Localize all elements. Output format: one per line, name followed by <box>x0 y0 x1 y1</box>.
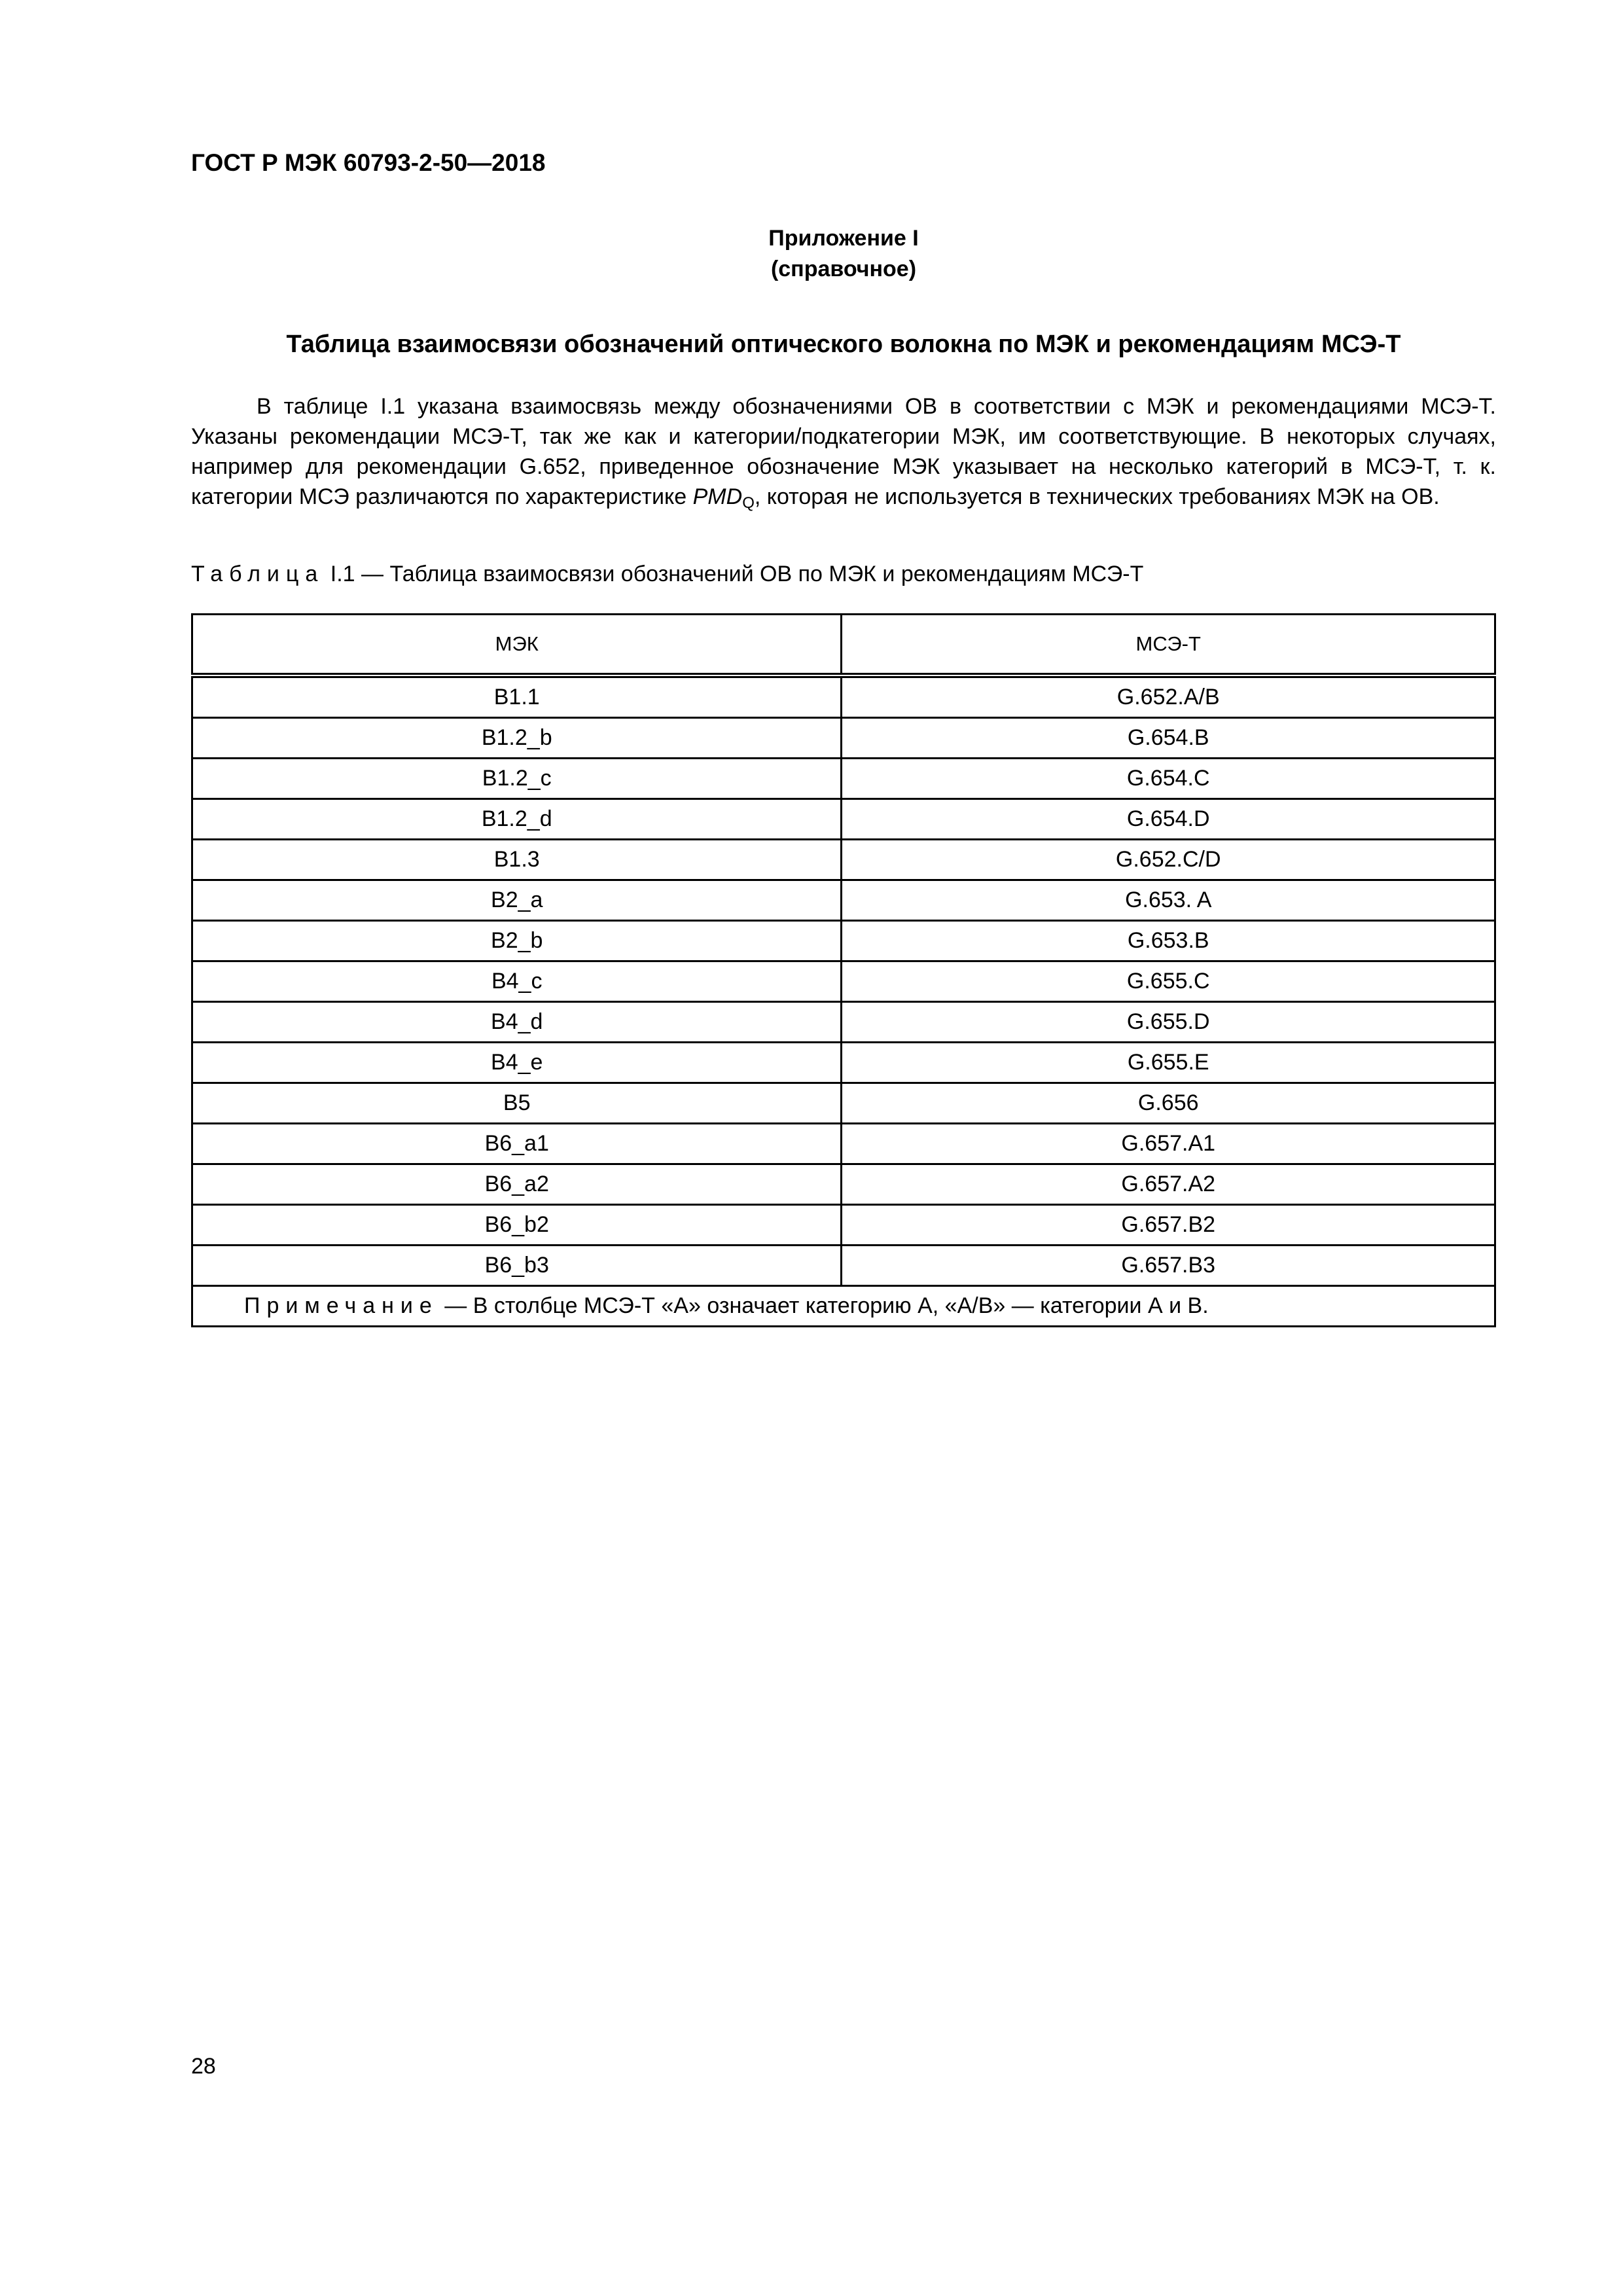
iec-cell: B4_e <box>192 1043 842 1083</box>
annex-label: Приложение I <box>768 226 919 251</box>
itu-cell: G.655.D <box>842 1002 1495 1043</box>
table-row <box>192 961 1495 1002</box>
itu-cell: G.653.B <box>842 921 1495 961</box>
itu-cell: G.655.E <box>842 1043 1495 1083</box>
itu-cell: G.653. A <box>842 880 1495 921</box>
paragraph-text-1: В таблице I.1 указана взаимосвязь между обозначениями ОВ в соответствии с МЭК и рекомендациями МСЭ-Т. Указаны рекомендации МСЭ-Т, так же как и категории/подкатегории МЭК, им соответствующие. В некоторых случаях, например для рекомендации G.652, приведенное обозначение МЭК указывает на несколько категорий в МСЭ-Т, т. к. категории МСЭ различаются по характеристике <box>191 394 1496 509</box>
itu-cell: G.652.A/B <box>842 675 1495 718</box>
table-row <box>192 840 1495 880</box>
column-header-itu: МСЭ-Т <box>842 615 1495 676</box>
iec-cell: B2_b <box>192 921 842 961</box>
iec-cell: B6_b3 <box>192 1246 842 1286</box>
iec-cell: B1.2_b <box>192 718 842 759</box>
table-note-label: Примечание <box>244 1293 438 1318</box>
itu-cell: G.655.C <box>842 961 1495 1002</box>
designation-table <box>191 613 1496 1327</box>
paragraph-text-2: , которая не используется в технических требованиях МЭК на ОВ. <box>754 484 1440 509</box>
itu-cell: G.657.A1 <box>842 1124 1495 1164</box>
iec-cell: B2_a <box>192 880 842 921</box>
document-header: ГОСТ Р МЭК 60793-2-50—2018 <box>191 149 546 176</box>
table-caption-text: I.1 — Таблица взаимосвязи обозначений ОВ по МЭК и рекомендациям МСЭ-Т <box>324 562 1144 586</box>
table-row <box>192 880 1495 921</box>
table-row <box>192 921 1495 961</box>
annex-type: (справочное) <box>770 257 917 281</box>
intro-paragraph <box>191 391 1496 512</box>
table-row <box>192 759 1495 799</box>
table-row <box>192 1083 1495 1124</box>
table-caption-label: Таблица <box>191 562 325 586</box>
table-row <box>192 1205 1495 1246</box>
table-row <box>192 1164 1495 1205</box>
table-row <box>192 675 1495 718</box>
table-header-row <box>192 615 1495 676</box>
iec-cell: B1.2_d <box>192 799 842 840</box>
iec-cell: B1.2_c <box>192 759 842 799</box>
iec-cell: B6_a2 <box>192 1164 842 1205</box>
iec-cell: B5 <box>192 1083 842 1124</box>
itu-cell: G.657.B2 <box>842 1205 1495 1246</box>
table-row <box>192 1124 1495 1164</box>
itu-cell: G.652.C/D <box>842 840 1495 880</box>
itu-cell: G.656 <box>842 1083 1495 1124</box>
iec-cell: B6_a1 <box>192 1124 842 1164</box>
column-header-iec: МЭК <box>192 615 842 676</box>
table-note-row <box>192 1286 1495 1327</box>
itu-cell: G.654.B <box>842 718 1495 759</box>
table-note <box>192 1286 1495 1327</box>
section-title: Таблица взаимосвязи обозначений оптического волокна по МЭК и рекомендациям МСЭ-Т <box>286 331 1401 358</box>
table-row <box>192 1043 1495 1083</box>
iec-cell: B6_b2 <box>192 1205 842 1246</box>
itu-cell: G.654.D <box>842 799 1495 840</box>
table-row <box>192 718 1495 759</box>
table-row <box>192 1246 1495 1286</box>
iec-cell: B1.1 <box>192 675 842 718</box>
itu-cell: G.654.C <box>842 759 1495 799</box>
iec-cell: B4_c <box>192 961 842 1002</box>
table-caption <box>191 562 1143 587</box>
pmd-term: PMD <box>692 484 743 509</box>
itu-cell: G.657.B3 <box>842 1246 1495 1286</box>
iec-cell: B1.3 <box>192 840 842 880</box>
iec-cell: B4_d <box>192 1002 842 1043</box>
table-row <box>192 799 1495 840</box>
table-note-text: — В столбце МСЭ-Т «А» означает категорию А, «А/В» — категории А и В. <box>438 1293 1209 1318</box>
itu-cell: G.657.A2 <box>842 1164 1495 1205</box>
page-number: 28 <box>191 2054 216 2079</box>
table-row <box>192 1002 1495 1043</box>
pmd-subscript: Q <box>742 494 755 512</box>
